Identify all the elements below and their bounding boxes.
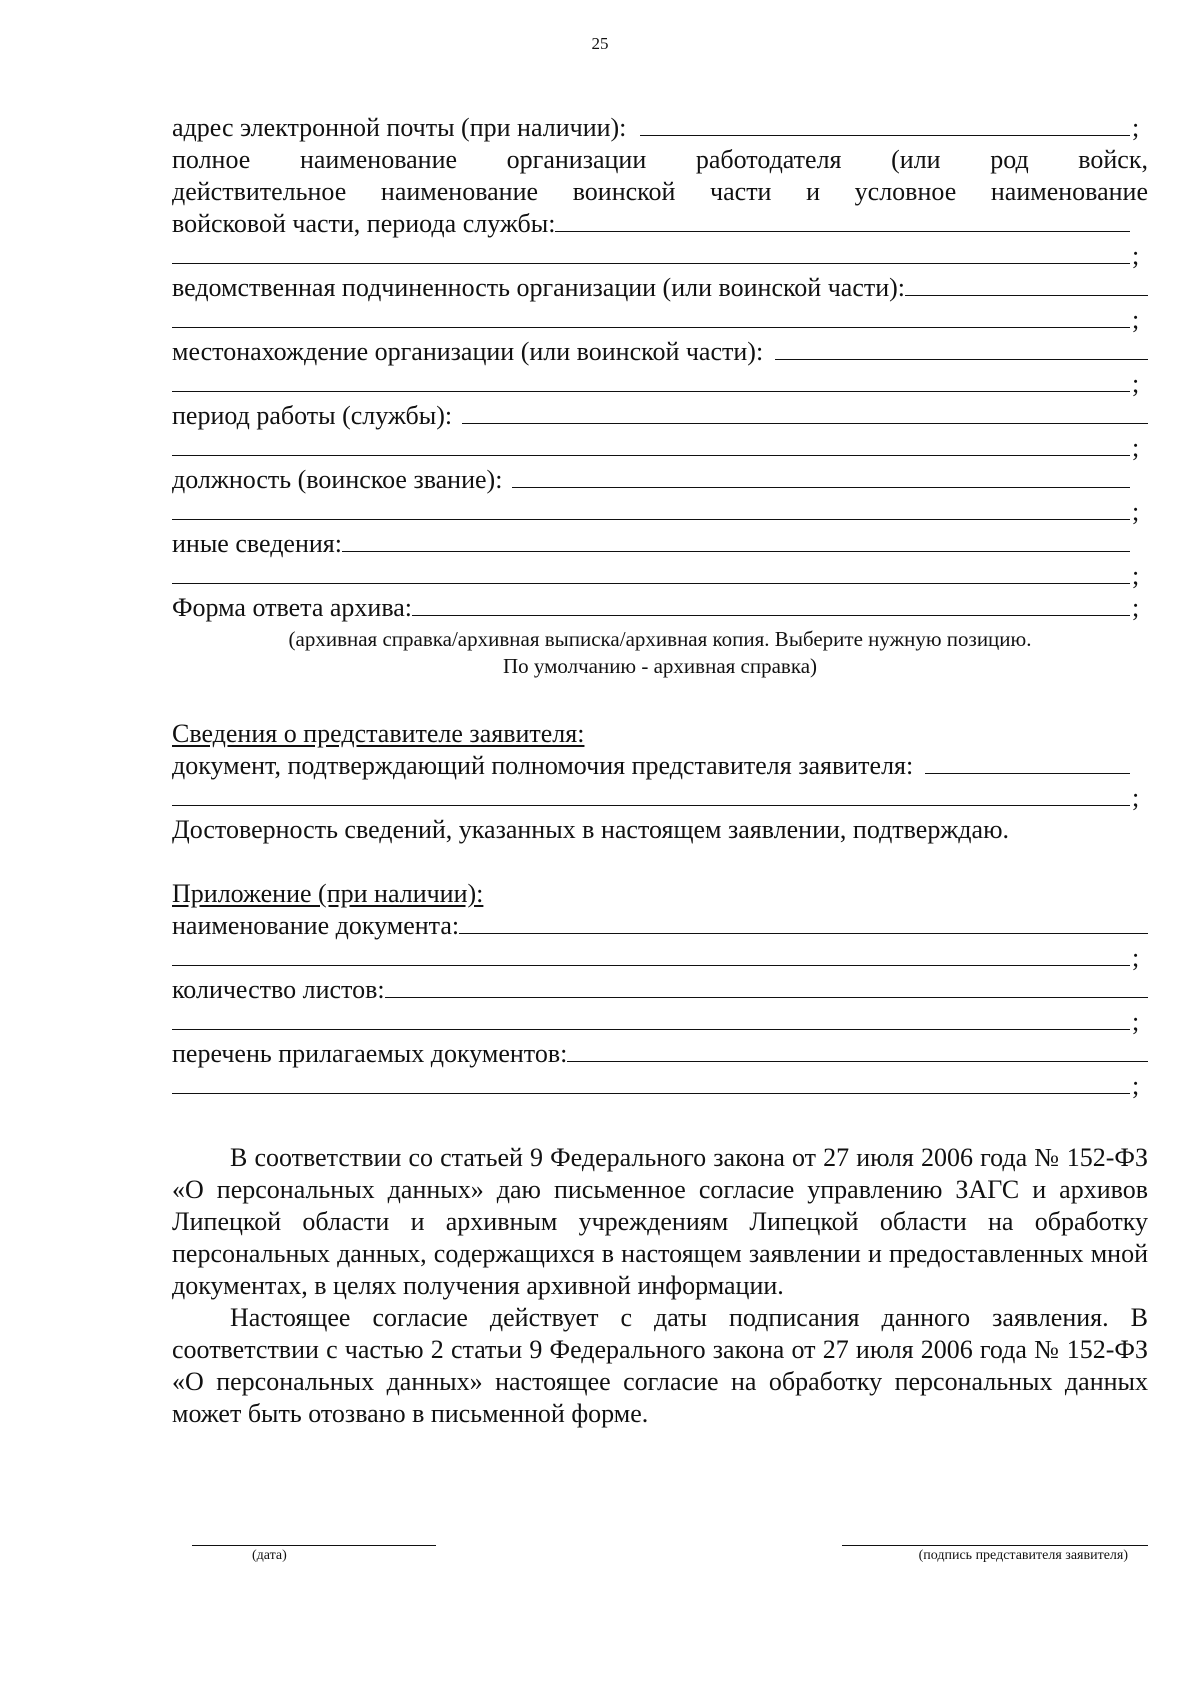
location-row <box>172 336 1148 368</box>
sheets-label: количество листов: <box>172 975 385 1004</box>
email-field[interactable] <box>640 115 1130 136</box>
sheets-field-line-2[interactable] <box>172 1009 1130 1030</box>
other-field-line-2[interactable] <box>172 563 1130 584</box>
semicolon: ; <box>1132 593 1140 622</box>
org-word: наименование <box>380 177 539 206</box>
location-field[interactable] <box>775 339 1148 360</box>
position-field-line-2[interactable] <box>172 499 1130 520</box>
org-word: воинской <box>572 177 676 206</box>
org-word: род <box>990 145 1029 174</box>
representative-document-field-line-2[interactable] <box>172 785 1130 806</box>
answer-form-field[interactable] <box>412 595 1130 616</box>
doc-list-row <box>172 1038 1148 1070</box>
position-field[interactable] <box>512 467 1130 488</box>
org-word: наименование <box>299 145 458 174</box>
confirm-text: Достоверность сведений, указанных в настоящем заявлении, подтверждаю. <box>172 815 1009 844</box>
position-row <box>172 464 1148 496</box>
org-word: организации <box>506 145 647 174</box>
semicolon: ; <box>1132 433 1140 462</box>
other-field[interactable] <box>342 531 1130 552</box>
doc-name-label: наименование документа: <box>172 911 460 940</box>
period-field[interactable] <box>462 403 1148 424</box>
sheets-row <box>172 974 1148 1006</box>
semicolon: ; <box>1132 783 1140 812</box>
period-row <box>172 400 1148 432</box>
subordination-row <box>172 272 1148 304</box>
attachment-heading-row <box>172 878 1148 910</box>
date-caption: (дата) <box>252 1548 287 1563</box>
period-continuation <box>172 432 1148 464</box>
doc-name-field[interactable] <box>459 913 1148 934</box>
answer-form-label: Форма ответа архива: <box>172 593 413 622</box>
representative-heading: Сведения о представителе заявителя: <box>172 719 585 748</box>
representative-heading-row <box>172 718 1148 750</box>
sheets-field[interactable] <box>385 977 1148 998</box>
representative-document-field[interactable] <box>925 753 1130 774</box>
attachment-heading: Приложение (при наличии): <box>172 879 484 908</box>
location-continuation <box>172 368 1148 400</box>
org-line-3 <box>172 208 1148 240</box>
representative-document-continuation <box>172 782 1148 814</box>
org-word: действительное <box>172 177 347 206</box>
period-field-line-2[interactable] <box>172 435 1130 456</box>
doc-name-row <box>172 910 1148 942</box>
semicolon: ; <box>1132 497 1140 526</box>
signature-caption: (подпись представителя заявителя) <box>918 1548 1128 1563</box>
semicolon: ; <box>1132 1007 1140 1036</box>
doc-list-field-line-2[interactable] <box>172 1073 1130 1094</box>
signature-block <box>0 1545 1200 1585</box>
application-form <box>172 112 1148 1430</box>
location-label: местонахождение организации (или воинской части): <box>172 337 764 366</box>
org-word: работодателя <box>695 145 842 174</box>
answer-hint-line-1: (архивная справка/архивная выписка/архивная копия. Выберите нужную позицию. <box>288 627 1032 651</box>
semicolon: ; <box>1132 1071 1140 1100</box>
org-word: войск, <box>1078 145 1148 174</box>
org-word: наименование <box>990 177 1148 206</box>
position-label: должность (воинское звание): <box>172 465 503 494</box>
organization-field-line-2[interactable] <box>172 243 1130 264</box>
representative-document-label: документ, подтверждающий полномочия представителя заявителя: <box>172 751 914 780</box>
organization-continuation <box>172 240 1148 272</box>
semicolon: ; <box>1132 369 1140 398</box>
email-row <box>172 112 1148 144</box>
position-continuation <box>172 496 1148 528</box>
email-label: адрес электронной почты (при наличии): <box>172 113 627 142</box>
subordination-label: ведомственная подчиненность организации (или воинской части): <box>172 273 906 302</box>
consent-paragraph-2: Настоящее согласие действует с даты подписания данного заявления. В соответствии с частью 2 статьи 9 Федерального закона от 27 июля 2006 года № 152-ФЗ «О персональных данных» настоящее согласие на обработку персональных данных может быть отозвано в письменной форме. <box>172 1303 1148 1428</box>
page-number: 25 <box>591 34 609 53</box>
confirm-row <box>172 814 1148 846</box>
org-line-1 <box>172 144 1148 176</box>
subordination-field-line-2[interactable] <box>172 307 1130 328</box>
semicolon: ; <box>1132 241 1140 270</box>
doc-name-continuation <box>172 942 1148 974</box>
organization-field[interactable] <box>555 211 1130 232</box>
org-line-2 <box>172 176 1148 208</box>
other-label: иные сведения: <box>172 529 342 558</box>
period-label: период работы (службы): <box>172 401 453 430</box>
answer-form-hint <box>172 626 1148 680</box>
location-field-line-2[interactable] <box>172 371 1130 392</box>
semicolon: ; <box>1132 561 1140 590</box>
semicolon: ; <box>1132 305 1140 334</box>
signature-line[interactable] <box>842 1545 1148 1563</box>
org-period-label: войсковой части, периода службы: <box>172 209 556 238</box>
answer-form-row <box>172 592 1148 624</box>
org-word: части <box>710 177 772 206</box>
other-row <box>172 528 1148 560</box>
semicolon: ; <box>1132 943 1140 972</box>
representative-document-row <box>172 750 1148 782</box>
other-continuation <box>172 560 1148 592</box>
sheets-continuation <box>172 1006 1148 1038</box>
doc-list-label: перечень прилагаемых документов: <box>172 1039 568 1068</box>
answer-hint-line-2: По умолчанию - архивная справка) <box>502 654 818 678</box>
consent-paragraph-1: В соответствии со статьей 9 Федерального закона от 27 июля 2006 года № 152-ФЗ «О персональных данных» даю письменное согласие управлению ЗАГС и архивов Липецкой области и архивным учреждениям Липецкой области на обработку персональных данных, содержащихся в настоящем заявлении и предоставленных мной документах, в целях получения архивной информации. <box>172 1143 1148 1300</box>
doc-name-field-line-2[interactable] <box>172 945 1130 966</box>
org-word: и <box>806 177 821 206</box>
subordination-field[interactable] <box>905 275 1148 296</box>
org-word: (или <box>891 145 941 174</box>
doc-list-field[interactable] <box>567 1041 1148 1062</box>
subordination-continuation <box>172 304 1148 336</box>
org-word: полное <box>172 145 251 174</box>
org-word: условное <box>854 177 957 206</box>
doc-list-continuation <box>172 1070 1148 1102</box>
date-line[interactable] <box>192 1545 436 1563</box>
semicolon: ; <box>1132 113 1140 142</box>
